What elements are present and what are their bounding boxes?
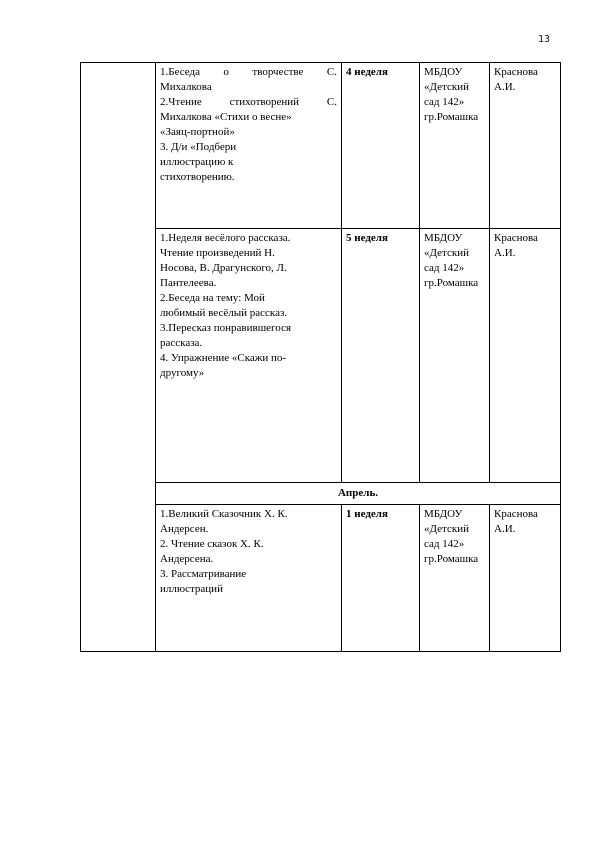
side-column-cell bbox=[81, 63, 156, 652]
place-cell: МБДОУ «Детский сад 142» гр.Ромашка bbox=[420, 505, 490, 652]
activity-line: 2. Чтение сказок Х. К. bbox=[160, 538, 264, 550]
activity-line: 4. Упражнение «Скажи по- bbox=[160, 352, 287, 364]
activity-line: 3. Рассматривание bbox=[160, 568, 247, 580]
table-row bbox=[81, 63, 561, 229]
activity-line: 3.Пересказ понравившегося bbox=[160, 322, 292, 334]
activity-line: Андерсен. bbox=[160, 523, 209, 535]
activity-line: 1.Неделя весёлого рассказа. bbox=[160, 232, 291, 244]
activity-line: иллюстрацию к bbox=[160, 156, 234, 168]
activities-cell bbox=[156, 505, 342, 652]
place-cell: МБДОУ «Детский сад 142» гр.Ромашка bbox=[420, 63, 490, 229]
week-cell: 1 неделя bbox=[342, 505, 420, 652]
activity-line: другому» bbox=[160, 367, 205, 379]
activity-line: стихотворению. bbox=[160, 171, 235, 183]
activities-cell bbox=[156, 229, 342, 483]
activity-line: любимый весёлый рассказ. bbox=[160, 307, 288, 319]
activity-line: иллюстраций bbox=[160, 583, 223, 595]
activity-line: «Заяц-портной» bbox=[160, 126, 235, 138]
activity-line: рассказа. bbox=[160, 337, 203, 349]
month-heading: Апрель. bbox=[156, 483, 561, 505]
activity-line: Пантелеева. bbox=[160, 277, 217, 289]
activity-line: Андерсена. bbox=[160, 553, 214, 565]
activity-line: 3. Д/и «Подбери bbox=[160, 141, 237, 153]
activity-line: Михалкова «Стихи о весне» bbox=[160, 111, 292, 123]
activity-line: Михалкова bbox=[160, 81, 212, 93]
responsible-cell: Краснова А.И. bbox=[490, 229, 561, 483]
responsible-cell: Краснова А.И. bbox=[490, 63, 561, 229]
place-cell: МБДОУ «Детский сад 142» гр.Ромашка bbox=[420, 229, 490, 483]
activity-line: 1.Великий Сказочник Х. К. bbox=[160, 508, 288, 520]
activity-plan-table bbox=[80, 62, 561, 652]
activity-line: Чтение произведений Н. bbox=[160, 247, 275, 259]
activities-cell bbox=[156, 63, 342, 229]
page-number: 13 bbox=[538, 34, 551, 45]
activity-line: 1.Беседа о творчестве С. bbox=[160, 66, 337, 78]
activity-line: Носова, В. Драгунского, Л. bbox=[160, 262, 287, 274]
week-cell: 4 неделя bbox=[342, 63, 420, 229]
activity-line: 2.Беседа на тему: Мой bbox=[160, 292, 265, 304]
week-cell: 5 неделя bbox=[342, 229, 420, 483]
activity-line: 2.Чтение стихотворений С. bbox=[160, 96, 337, 108]
responsible-cell: Краснова А.И. bbox=[490, 505, 561, 652]
